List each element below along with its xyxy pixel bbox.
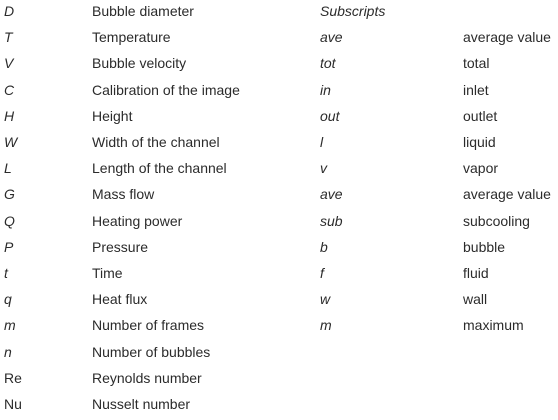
symbol-description: Height xyxy=(92,107,133,124)
subscript: sub xyxy=(320,212,343,229)
subscript-description: maximum xyxy=(463,317,524,334)
subscript: b xyxy=(320,238,328,255)
subscript-description: fluid xyxy=(463,265,489,281)
symbol-description: Nusselt number xyxy=(92,396,191,412)
symbol: G xyxy=(4,186,15,203)
symbol: Re xyxy=(4,369,22,386)
nomenclature-row xyxy=(0,184,558,210)
subscript: f xyxy=(320,265,324,281)
nomenclature-row xyxy=(0,53,558,79)
symbol: D xyxy=(4,3,15,19)
nomenclature-row xyxy=(0,315,558,341)
symbol: Q xyxy=(4,212,15,229)
symbol-description: Number of frames xyxy=(92,317,205,334)
symbol: m xyxy=(4,317,16,334)
symbol-description: Temperature xyxy=(92,29,171,46)
nomenclature-row xyxy=(0,158,558,184)
nomenclature-row xyxy=(0,132,558,158)
subscript: m xyxy=(320,317,332,334)
symbol-description: Number of bubbles xyxy=(92,343,211,360)
symbol-description: Mass flow xyxy=(92,186,155,203)
symbol: T xyxy=(4,29,13,46)
symbol-description: Calibration of the image xyxy=(92,81,240,98)
symbol-description: Time xyxy=(92,265,123,281)
subscript-description: average value xyxy=(463,186,551,203)
symbol-description: Pressure xyxy=(92,238,149,255)
symbol-description: Heating power xyxy=(92,212,183,229)
symbol: H xyxy=(4,107,15,124)
nomenclature-row xyxy=(0,289,558,315)
symbol-description: Width of the channel xyxy=(92,134,220,150)
nomenclature-row xyxy=(0,106,558,132)
symbol: P xyxy=(4,238,14,255)
subscript-description: total xyxy=(463,55,490,72)
subscript: v xyxy=(320,160,327,177)
subscript-description: average value xyxy=(463,29,551,46)
subscript-description: bubble xyxy=(463,238,506,255)
nomenclature-row xyxy=(0,237,558,263)
subscript-description: wall xyxy=(463,291,488,308)
nomenclature-row xyxy=(0,27,558,53)
symbol-description: Bubble diameter xyxy=(92,3,194,19)
symbol-description: Heat flux xyxy=(92,291,148,308)
nomenclature-row xyxy=(0,263,558,289)
symbol: t xyxy=(4,265,8,281)
symbol: n xyxy=(4,343,12,360)
nomenclature-row xyxy=(0,211,558,237)
nomenclature-row xyxy=(0,1,558,27)
symbol: W xyxy=(4,134,18,150)
subscript-description: vapor xyxy=(463,160,499,177)
nomenclature-row xyxy=(0,80,558,106)
symbol: V xyxy=(4,55,14,72)
nomenclature-row xyxy=(0,368,558,394)
symbol-description: Bubble velocity xyxy=(92,55,187,72)
symbol: q xyxy=(4,291,12,308)
subscript-description: liquid xyxy=(463,134,496,150)
nomenclature-row xyxy=(0,342,558,368)
subscript: in xyxy=(320,81,331,98)
subscript-description: inlet xyxy=(463,81,489,98)
symbol: Nu xyxy=(4,396,22,412)
symbol-description: Reynolds number xyxy=(92,369,202,386)
subscript: l xyxy=(320,134,324,150)
subscript: ave xyxy=(320,29,343,46)
subscript-description: outlet xyxy=(463,107,498,124)
subscript: out xyxy=(320,107,340,124)
subscript: tot xyxy=(320,55,336,72)
subscript: ave xyxy=(320,186,343,203)
subscript: w xyxy=(320,291,331,308)
subscripts-heading: Subscripts xyxy=(320,3,386,19)
symbol-description: Length of the channel xyxy=(92,160,227,177)
subscript-description: subcooling xyxy=(463,212,530,229)
symbol: C xyxy=(4,81,15,98)
nomenclature-row xyxy=(0,394,558,420)
symbol: L xyxy=(4,160,12,177)
